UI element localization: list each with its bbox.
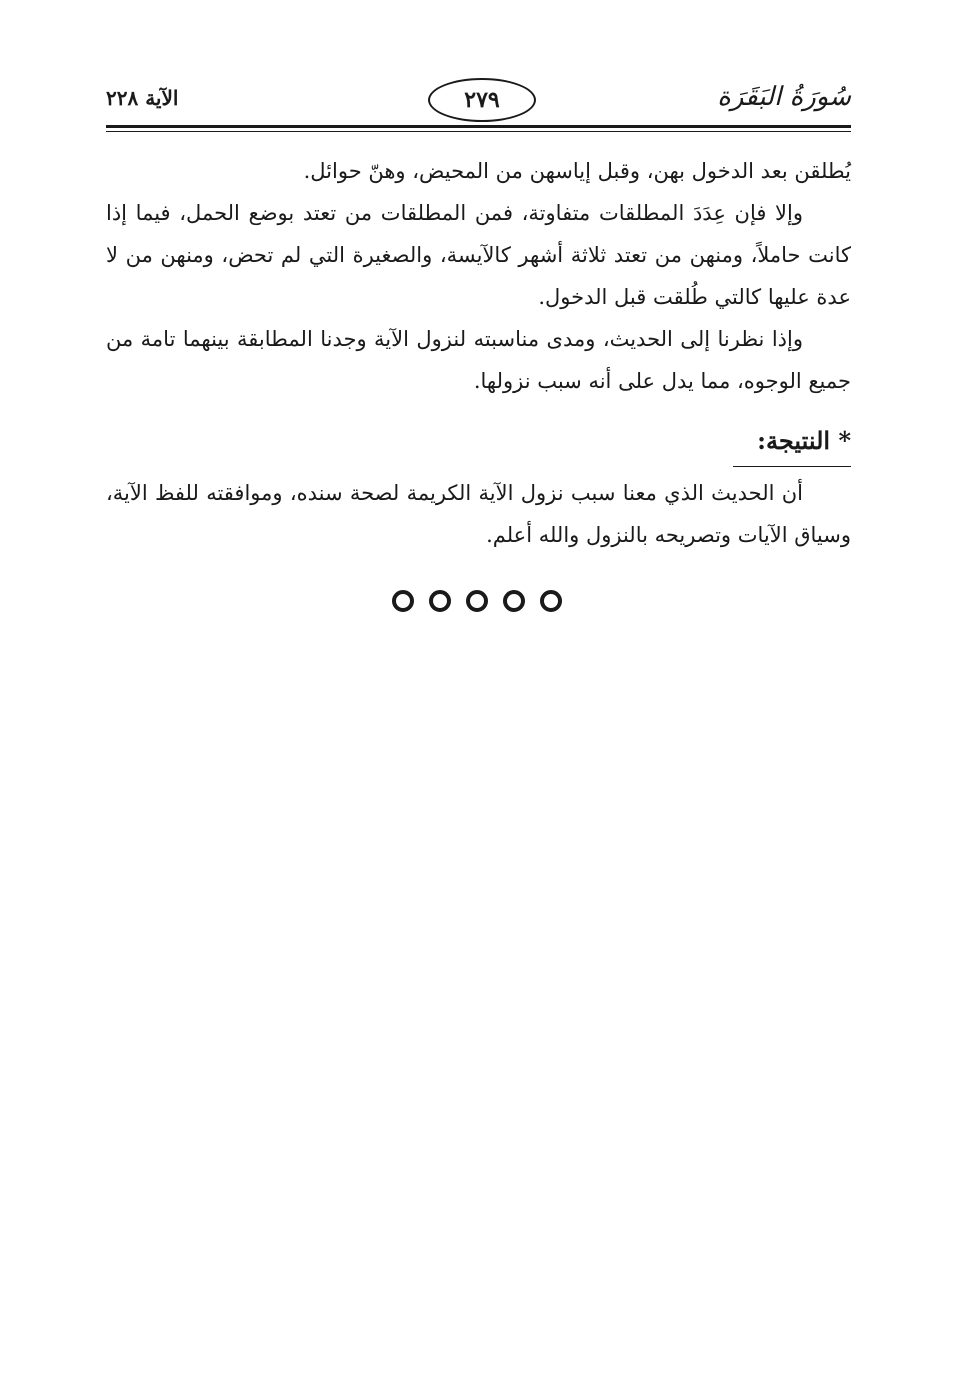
ring-ornament-icon [466, 590, 488, 612]
ayah-reference: الآية ٢٢٨ [106, 86, 179, 110]
paragraph: وإذا نظرنا إلى الحديث، ومدى مناسبته لنزول الآية وجدنا المطابقة بينهما تامة من جميع الوجوه، مما يدل على أنه سبب نزولها. [106, 327, 851, 393]
ring-ornament-icon [392, 590, 414, 612]
result-paragraph: أن الحديث الذي معنا سبب نزول الآية الكريمة لصحة سنده، وموافقته للفظ الآية، وسياق الآيات وتصريحه بالنزول والله أعلم. [106, 481, 851, 547]
result-heading: * النتيجة: [757, 426, 851, 455]
heading-underline [733, 466, 851, 467]
ring-ornament-icon [429, 590, 451, 612]
ring-ornament-icon [540, 590, 562, 612]
header-rule-thick [106, 125, 851, 128]
paragraph: يُطلقن بعد الدخول بهن، وقبل إياسهن من المحيض، وهنّ حوائل. [303, 159, 851, 183]
main-text [106, 150, 851, 402]
section-end-ornament [392, 584, 562, 618]
paragraph: وإلا فإن عِدَدَ المطلقات متفاوتة، فمن المطلقات من تعتد بوضع الحمل، فيما إذا كانت حاملاً، ومنهن من تعتد ثلاثة أشهر كالآيسة، والصغيرة التي لم تحض، ومنهن من لا عدة عليها كالتي طُلقت قبل الدخول. [106, 201, 851, 309]
page-header [106, 78, 851, 122]
page-number: ٢٧٩ [464, 87, 500, 113]
header-rule-thin [106, 131, 851, 132]
surah-title: سُورَةُ البَقَرَة [717, 82, 851, 112]
ring-ornament-icon [503, 590, 525, 612]
result-text-block [106, 472, 851, 556]
page-number-oval [428, 78, 536, 122]
